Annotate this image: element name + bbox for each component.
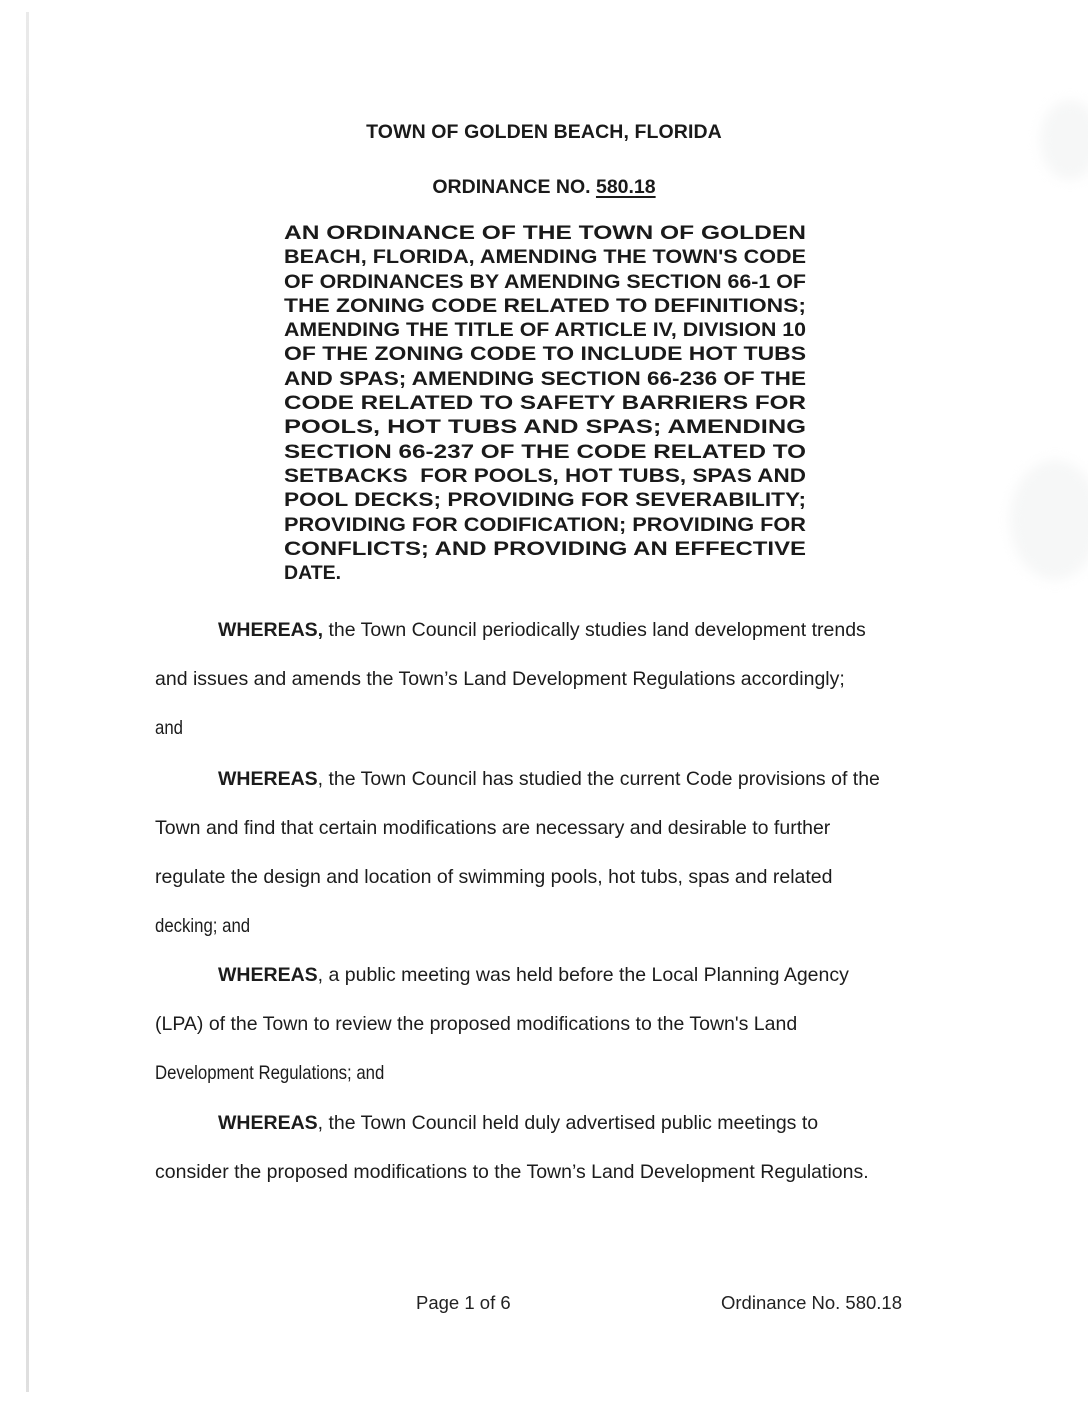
ordinance-number: 580.18 [595,176,656,198]
town-title: TOWN OF GOLDEN BEACH, FLORIDA [366,121,722,143]
caption-line: AND SPAS; AMENDING SECTION 66-236 OF THE [284,367,806,390]
ordinance-caption [284,221,806,585]
paragraph-text: , the Town Council has studied the current Code provisions of the [317,768,880,790]
whereas-lead: WHEREAS [218,768,318,790]
caption-line: POOL DECKS; PROVIDING FOR SEVERABILITY; [284,489,806,512]
whereas-lead: WHEREAS, [218,619,324,641]
caption-line: POOLS, HOT TUBS AND SPAS; AMENDING [284,416,806,439]
footer-ordinance-reference: Ordinance No. 580.18 [721,1292,903,1313]
caption-line: PROVIDING FOR CODIFICATION; PROVIDING FOR [284,513,806,536]
paragraph-line: and [155,717,183,739]
scan-edge-line [26,12,29,1392]
whereas-paragraph-1-first-line [218,617,937,643]
whereas-lead: WHEREAS [218,1112,318,1134]
whereas-lead: WHEREAS [218,964,318,986]
caption-line: CONFLICTS; AND PROVIDING AN EFFECTIVE [284,537,806,560]
paragraph-line: Town and find that certain modifications are necessary and desirable to further [155,817,831,839]
caption-line: DATE. [284,562,342,585]
paragraph-text: , a public meeting was held before the Local Planning Agency [317,964,849,986]
caption-line: SETBACKS FOR POOLS, HOT TUBS, SPAS AND [284,464,806,487]
page-indicator: Page 1 of 6 [416,1292,511,1313]
paragraph-line: decking; and [155,915,251,937]
paragraph-line: Development Regulations; and [155,1062,385,1084]
paragraph-line: regulate the design and location of swimming pools, hot tubs, spas and related [155,866,833,888]
caption-line: OF THE ZONING CODE TO INCLUDE HOT TUBS [284,343,806,366]
paragraph-line: consider the proposed modifications to the Town’s Land Development Regulations. [155,1161,869,1183]
whereas-paragraph-4-first-line [218,1110,937,1136]
paragraph-line: and issues and amends the Town’s Land Development Regulations accordingly; [155,668,845,690]
whereas-paragraph-2-first-line [218,766,937,792]
caption-line: AN ORDINANCE OF THE TOWN OF GOLDEN [284,222,806,244]
caption-line: BEACH, FLORIDA, AMENDING THE TOWN'S CODE [284,246,806,269]
caption-line: SECTION 66-237 OF THE CODE RELATED TO [284,440,806,463]
scan-smudge [1010,460,1088,580]
whereas-paragraph-3-first-line [218,962,937,988]
ordinance-number-heading [0,176,1088,199]
ordinance-label: ORDINANCE NO. [432,176,591,198]
caption-line: THE ZONING CODE RELATED TO DEFINITIONS; [284,294,806,317]
paragraph-line: (LPA) of the Town to review the proposed modifications to the Town's Land [155,1013,798,1035]
paragraph-text: , the Town Council held duly advertised public meetings to [317,1112,819,1134]
caption-line: AMENDING THE TITLE OF ARTICLE IV, DIVISION 10 [284,319,806,342]
caption-line: OF ORDINANCES BY AMENDING SECTION 66-1 OF [284,270,806,293]
caption-line: CODE RELATED TO SAFETY BARRIERS FOR [284,392,806,415]
paragraph-text: the Town Council periodically studies land development trends [323,619,866,641]
